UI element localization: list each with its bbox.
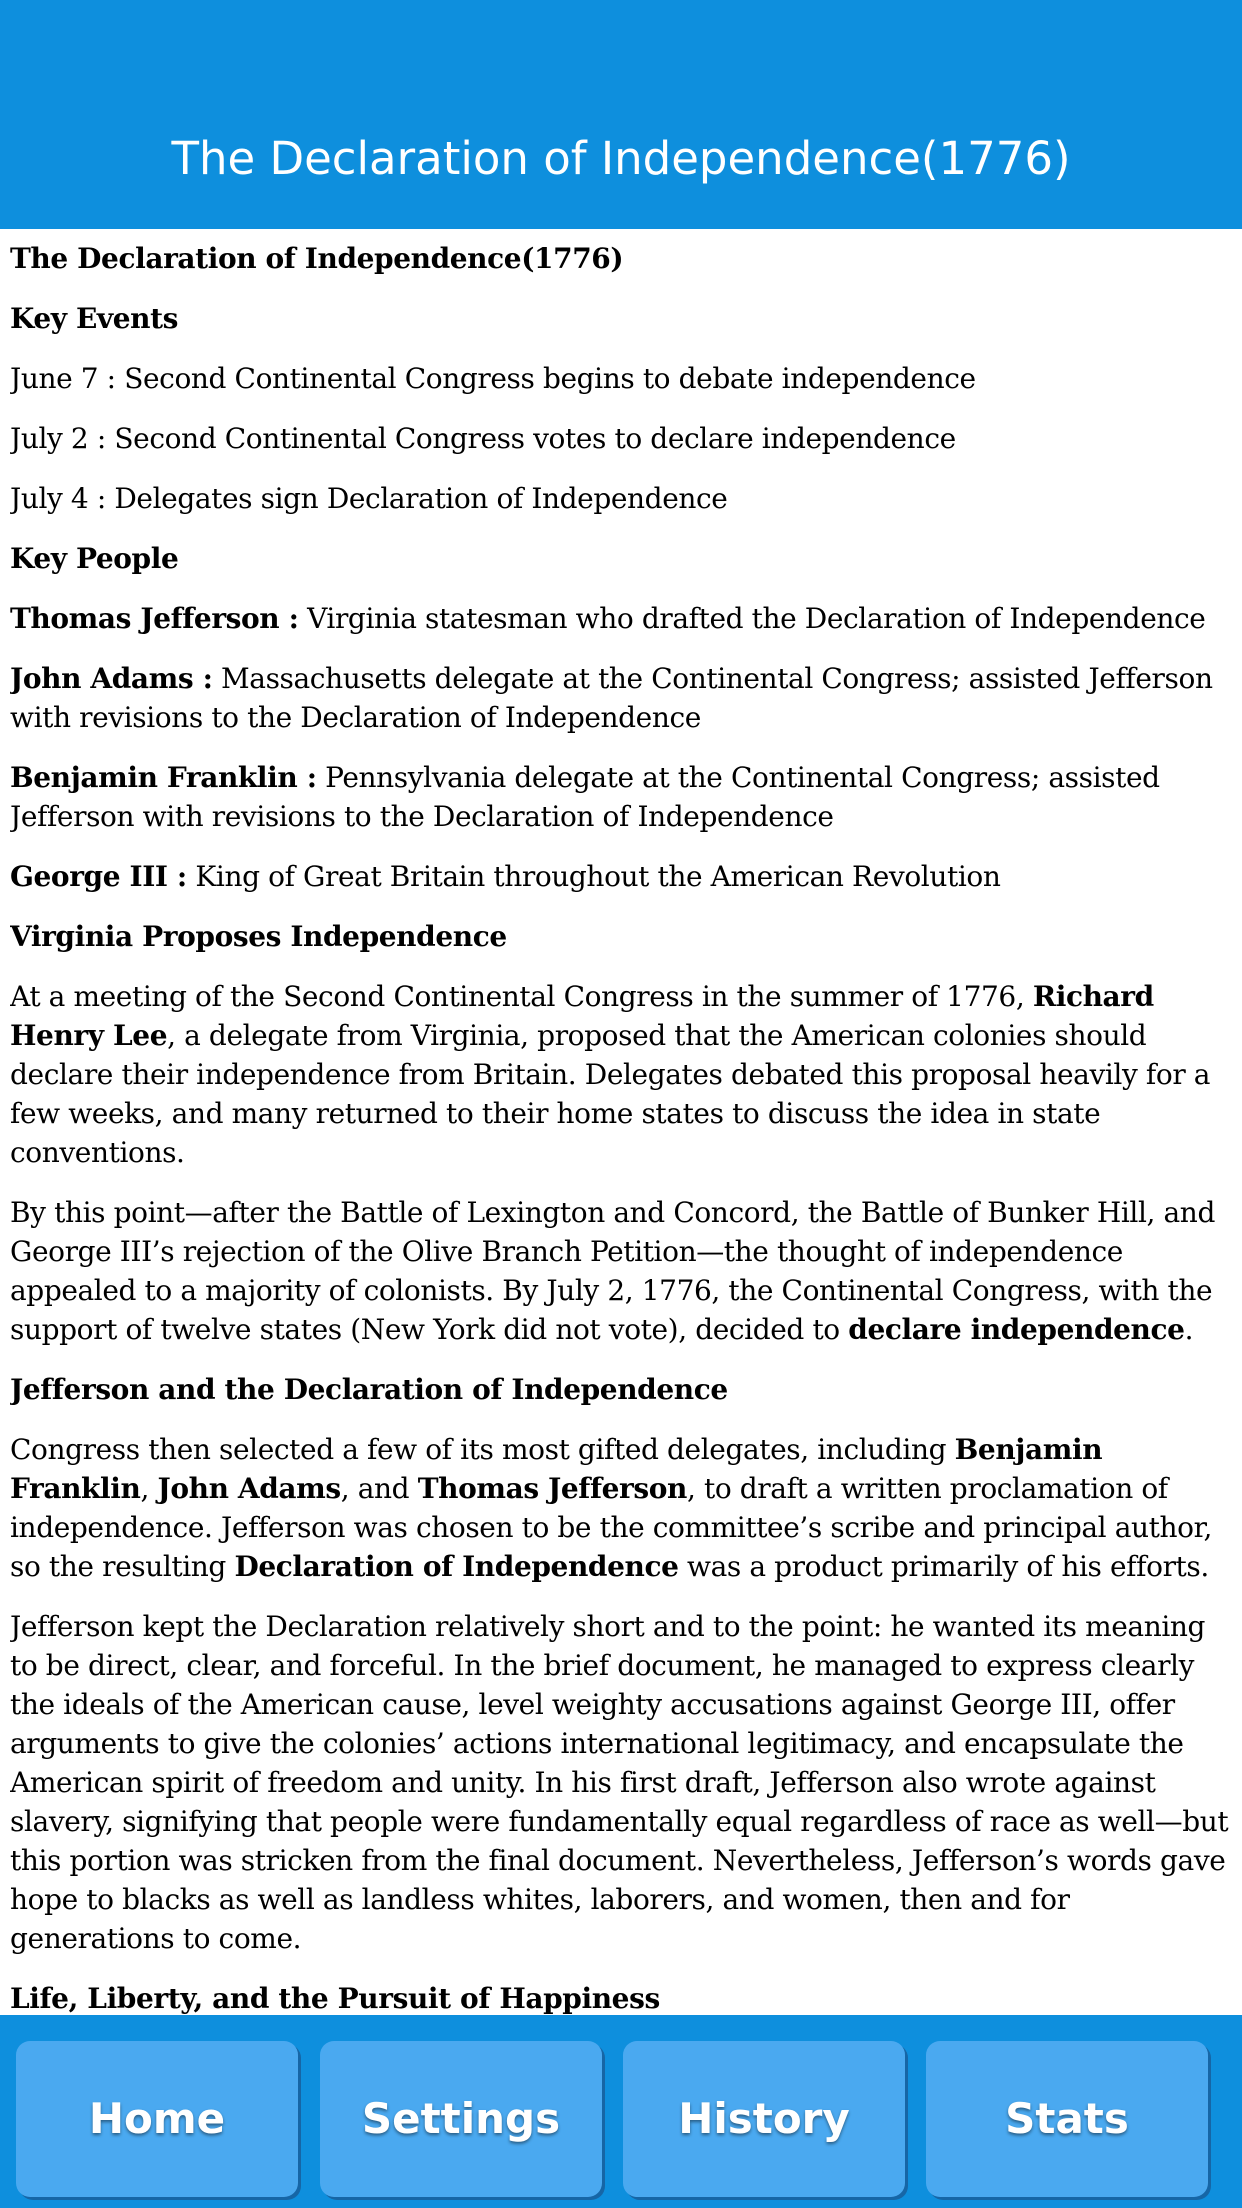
paragraph-jefferson-2: Jefferson kept the Declaration relatively short and to the point: he wanted its meaning to be direct, clear, and forceful. In the brief document, he managed to express clearly the ideals of the American cause, level weighty accusations against George III, offer arguments to give the colonies’ actions international legitimacy, and encapsulate the American spirit of freedom and unity. In his first draft, Jefferson also wrote against slavery, signifying that people were fundamentally equal regardless of race as well—but this portion was stricken from the final document. Nevertheless, Jefferson’s words gave hope to blacks as well as landless whites, laborers, and women, then and for generations to come.: [10, 1610, 1229, 1955]
person-description: Pennsylvania delegate at the Continental Congress; assisted Jefferson with revisions to the Declaration of Independence: [10, 761, 1160, 833]
person-description: Massachusetts delegate at the Continental Congress; assisted Jefferson with revisions to the Declaration of Independence: [10, 662, 1213, 734]
text-run: , a delegate from Virginia, proposed that the American colonies should declare their independence from Britain. Delegates debated this proposal heavily for a few weeks, and many returned to their home states to discuss the idea in state conventions.: [10, 1019, 1211, 1169]
person-benjamin-franklin: [10, 758, 1236, 836]
paragraph-virginia-2: [10, 1193, 1236, 1349]
bold-run: declare independence: [848, 1313, 1185, 1346]
text-run: .: [1184, 1313, 1194, 1346]
person-name: John Adams :: [10, 662, 213, 695]
stats-button[interactable]: Stats: [926, 2041, 1208, 2197]
paragraph-jefferson-1: [10, 1430, 1236, 1586]
person-name: Benjamin Franklin :: [10, 761, 317, 794]
person-name: Thomas Jefferson :: [10, 602, 299, 635]
bold-run: Thomas Jefferson: [417, 1472, 687, 1505]
person-george-iii: [10, 857, 1236, 896]
event-july-4: July 4 : Delegates sign Declaration of Independence: [10, 482, 728, 515]
nav-bar: [0, 0, 1242, 229]
person-description: Virginia statesman who drafted the Declaration of Independence: [298, 602, 1206, 635]
nav-title: The Declaration of Independence(1776): [171, 132, 1071, 185]
person-john-adams: [10, 659, 1236, 737]
event-july-2: July 2 : Second Continental Congress votes to declare independence: [10, 422, 956, 455]
section-heading-jefferson: Jefferson and the Declaration of Independence: [10, 1373, 728, 1406]
home-button[interactable]: Home: [16, 2041, 298, 2197]
text-run: By this point—after the Battle of Lexington and Concord, the Battle of Bunker Hill, and George III’s rejection of the Olive Branch Petition—the thought of independence appealed to a majority of colonists. By July 2, 1776, the Continental Congress, with the support of twelve states (New York did not vote), decided to: [10, 1196, 1215, 1346]
bold-run: Richard Henry Lee: [10, 980, 1154, 1052]
settings-button[interactable]: Settings: [320, 2041, 602, 2197]
text-run: , to draft a written proclamation of independence. Jefferson was chosen to be the committee’s scribe and principal author, so the resulting: [10, 1472, 1212, 1583]
event-june-7: June 7 : Second Continental Congress begins to debate independence: [10, 362, 976, 395]
section-heading-life-liberty: Life, Liberty, and the Pursuit of Happiness: [10, 1982, 660, 2015]
section-heading-virginia: Virginia Proposes Independence: [10, 920, 507, 953]
text-run: , and: [340, 1472, 418, 1505]
text-run: was a product primarily of his efforts.: [678, 1550, 1209, 1583]
paragraph-virginia-1: [10, 977, 1236, 1172]
section-heading-key-events: Key Events: [10, 302, 179, 335]
article-title: The Declaration of Independence(1776): [10, 242, 624, 275]
bold-run: John Adams: [157, 1472, 341, 1505]
person-name: George III :: [10, 860, 187, 893]
person-thomas-jefferson: [10, 599, 1236, 638]
text-run: At a meeting of the Second Continental Congress in the summer of 1776,: [10, 980, 1033, 1013]
history-button[interactable]: History: [623, 2041, 905, 2197]
bold-run: Declaration of Independence: [234, 1550, 679, 1583]
section-heading-key-people: Key People: [10, 542, 179, 575]
person-description: King of Great Britain throughout the American Revolution: [186, 860, 1001, 893]
article-content[interactable]: [10, 229, 1236, 2015]
tab-bar: [0, 2015, 1242, 2208]
text-run: ,: [140, 1472, 158, 1505]
text-run: Congress then selected a few of its most gifted delegates, including: [10, 1433, 955, 1466]
bold-run: Benjamin Franklin: [10, 1433, 1103, 1505]
